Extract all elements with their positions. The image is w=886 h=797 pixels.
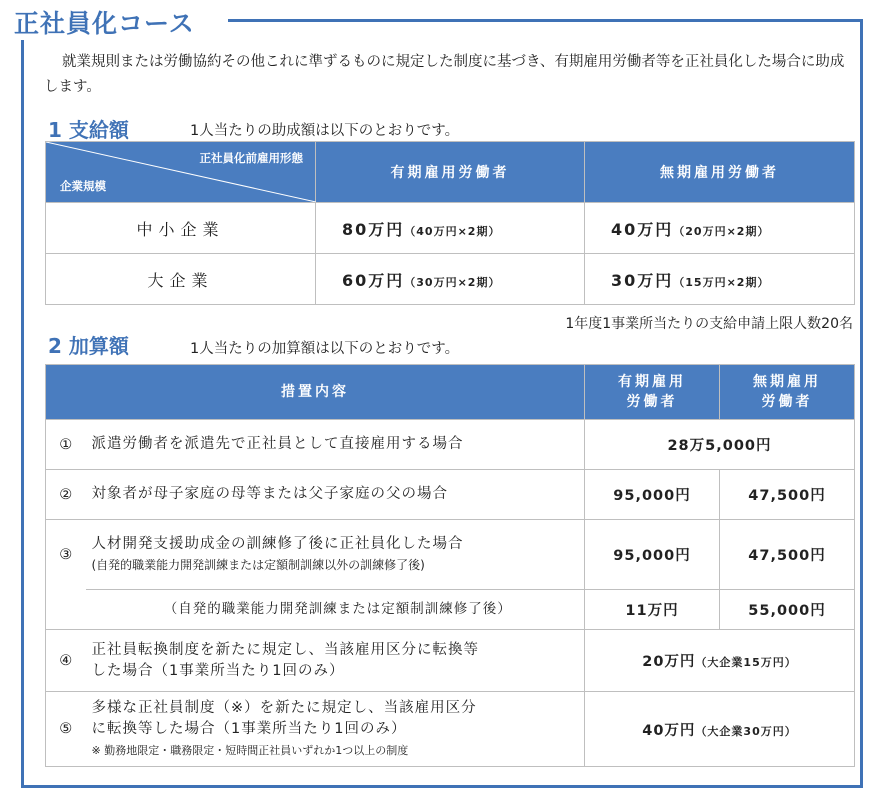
amount-indef: 40万円（20万円×2期） — [585, 203, 855, 254]
col-measure-header: 措置内容 — [46, 365, 585, 420]
item-description: 正社員転換制度を新たに規定し、当該雇用区分に転換等 した場合（1事業所当たり1回のみ） — [86, 630, 585, 692]
amount-indef: 47,500円 — [720, 470, 855, 520]
item-description: 派遣労働者を派遣先で正社員として直接雇用する場合 — [86, 420, 585, 470]
item-number: ② — [46, 470, 86, 520]
item-description: 対象者が母子家庭の母等または父子家庭の父の場合 — [86, 470, 585, 520]
item-description: 人材開発支援助成金の訓練修了後に正社員化した場合 (自発的職業能力開発訓練または定額制訓練以外の訓練修了後) — [86, 520, 585, 590]
section1-heading: 1 支給額 — [48, 118, 129, 142]
table-row — [46, 692, 855, 767]
table-row — [46, 420, 855, 470]
corner-header — [46, 142, 316, 203]
item-description: （自発的職業能力開発訓練または定額制訓練修了後） — [86, 590, 585, 630]
col-indef-header: 無期雇用 労働者 — [720, 365, 855, 420]
table-row — [46, 520, 855, 590]
page-title: 正社員化コース — [8, 4, 201, 40]
applicant-limit-note: 1年度1事業所当たりの支給申請上限人数20名 — [565, 316, 853, 332]
table-header-row — [46, 142, 855, 203]
section2-heading: 2 加算額 — [48, 334, 129, 358]
table-row — [46, 630, 855, 692]
table-row — [46, 254, 855, 305]
table-row — [46, 590, 855, 630]
amount-fixed: 80万円（40万円×2期） — [316, 203, 585, 254]
item-number: ③ — [46, 520, 86, 590]
table-header-row — [46, 365, 855, 420]
item-description: 多様な正社員制度（※）を新たに規定し、当該雇用区分 に転換等した場合（1事業所当たり1回のみ） ※ 勤務地限定・職務限定・短時間正社員いずれか1つ以上の制度 — [86, 692, 585, 767]
amount-indef: 55,000円 — [720, 590, 855, 630]
corner-bottom-label: 企業規模 — [60, 179, 106, 193]
col-indef-header: 無期雇用労働者 — [585, 142, 855, 203]
col-fixed-header: 有期雇用 労働者 — [585, 365, 720, 420]
title-underline — [228, 19, 863, 22]
amount-fixed: 95,000円 — [585, 470, 720, 520]
corner-top-label: 正社員化前雇用形態 — [199, 151, 303, 165]
item-number: ⑤ — [46, 692, 86, 767]
amount-indef: 30万円（15万円×2期） — [585, 254, 855, 305]
company-size: 大企業 — [46, 254, 316, 305]
amount-fixed: 95,000円 — [585, 520, 720, 590]
section1-note: 1人当たりの助成額は以下のとおりです。 — [190, 123, 460, 139]
additional-amount-table — [45, 364, 855, 767]
amount-indef: 47,500円 — [720, 520, 855, 590]
col-fixed-header: 有期雇用労働者 — [316, 142, 585, 203]
amount-fixed: 11万円 — [585, 590, 720, 630]
company-size: 中小企業 — [46, 203, 316, 254]
table-row — [46, 203, 855, 254]
amount-merged: 40万円（大企業30万円） — [585, 692, 855, 767]
amount-merged: 28万5,000円 — [585, 420, 855, 470]
item-number — [46, 590, 86, 630]
amount-merged: 20万円（大企業15万円） — [585, 630, 855, 692]
grant-amount-table — [45, 141, 855, 305]
amount-fixed: 60万円（30万円×2期） — [316, 254, 585, 305]
section2-note: 1人当たりの加算額は以下のとおりです。 — [190, 341, 460, 357]
table-row — [46, 470, 855, 520]
item-number: ① — [46, 420, 86, 470]
item-number: ④ — [46, 630, 86, 692]
intro-text: 就業規則または労働協約その他これに準ずるものに規定した制度に基づき、有期雇用労働者等を正社員化した場合に助成します。 — [44, 54, 845, 95]
